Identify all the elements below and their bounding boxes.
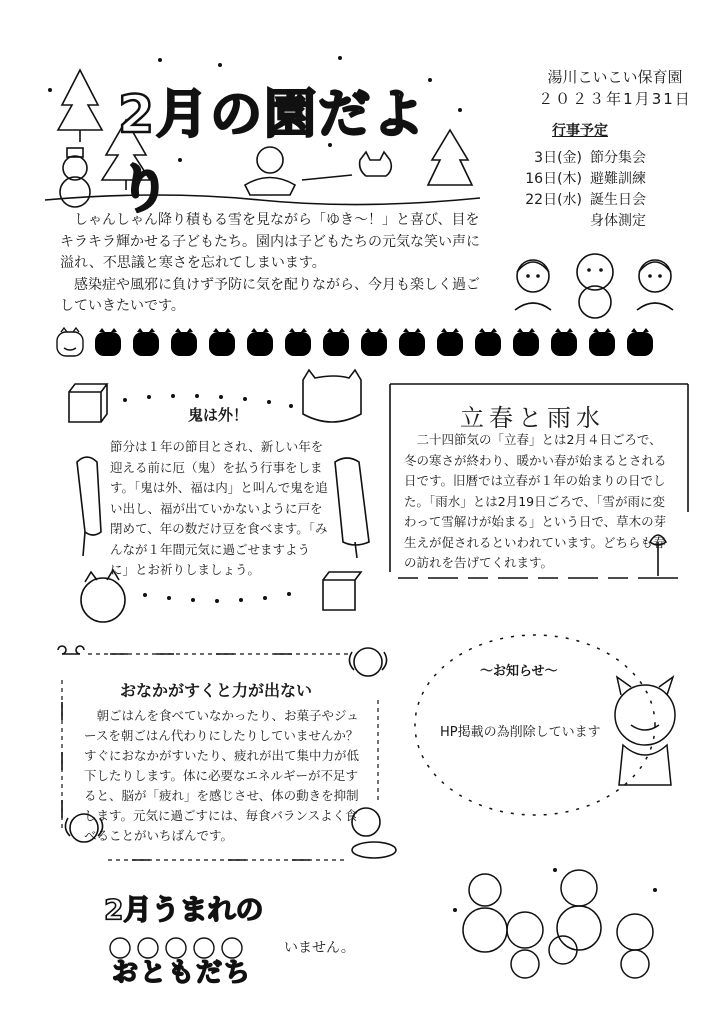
risshun-paragraph: 二十四節気の「立春」とは2月４日ごろで、冬の寒さが終わり、暖かい春が始まるとされる日です。旧暦では立春が１年の始まりの日でした。「雨水」とは2月19日ごろで、「雪が雨に変わって雪解けが始まる」という日で、草木の芽生えが促されるといわれています。どちらも春の訪れを告げてくれます。 bbox=[404, 432, 667, 570]
oni-face-icon bbox=[323, 328, 349, 356]
schedule-day bbox=[520, 211, 582, 232]
oni-face-icon bbox=[171, 328, 197, 356]
schedule-event: 身体測定 bbox=[590, 213, 646, 229]
risshun-title: 立春と雨水 bbox=[460, 404, 605, 432]
oni-face-icon bbox=[133, 328, 159, 356]
oni-face-icon bbox=[627, 328, 653, 356]
oni-face-icon bbox=[285, 328, 311, 356]
intro-paragraph: 感染症や風邪に負けず予防に気を配りながら、今月も楽しく過ごしていきたいです。 bbox=[60, 276, 480, 314]
birthday-none-text: いません。 bbox=[284, 940, 355, 956]
hunger-text bbox=[84, 706, 360, 846]
notice-title: 〜お知らせ〜 bbox=[480, 664, 558, 679]
schedule-row bbox=[520, 148, 646, 169]
schedule-title: 行事予定 bbox=[552, 123, 608, 139]
schedule-day: 22日(水) bbox=[525, 192, 582, 208]
issue-date: ２０２３年1月31日 bbox=[538, 90, 692, 108]
oni-face-icon bbox=[399, 328, 425, 356]
hunger-paragraph: 朝ごはんを食べていなかったり、お菓子やジュースを朝ごはん代わりにしたりしていませんか？ すぐにおなかがすいたり、疲れが出て集中力が低下したりします。体に必要なエネルギーが不足すると、脳が「疲れ」を感じさせ、体の動きを抑制します。元気に過ごすには、毎食バランスよく食べることがいちばんです。 bbox=[84, 708, 360, 843]
risshun-text bbox=[404, 430, 670, 574]
oni-face-icon bbox=[361, 328, 387, 356]
schedule-day: 3日(金) bbox=[534, 150, 582, 166]
oni-face-icon bbox=[437, 328, 463, 356]
schedule-list bbox=[520, 148, 646, 232]
schedule-row bbox=[520, 190, 646, 211]
snow-animals-illustration bbox=[445, 860, 665, 980]
oni-face-icon bbox=[589, 328, 615, 356]
oni-face-icon bbox=[209, 328, 235, 356]
setsubun-title: 鬼は外！ bbox=[188, 406, 249, 424]
schedule-day: 16日(木) bbox=[525, 171, 582, 187]
notice-text: HP掲載の為削除しています bbox=[440, 725, 601, 740]
oni-face-icon bbox=[475, 328, 501, 356]
oni-face-icon bbox=[95, 328, 121, 356]
birthday-label-bottom: おともだち bbox=[112, 958, 253, 988]
oni-face-icon bbox=[247, 328, 273, 356]
setsubun-paragraph: 節分は１年の節目とされ、新しい年を迎える前に厄（鬼）を払う行事をします。「鬼は外、福は内」と叫んで鬼を追い出し、福が出ていかないように戸を閉めて、年の数だけ豆を食べます。「みんなが１年間元気に過ごせますように」とお祈りしましょう。 bbox=[110, 439, 328, 577]
page-title: 2月の園だより bbox=[118, 85, 427, 220]
schedule-row bbox=[520, 169, 646, 190]
birthday-label-top: 2月うまれの bbox=[104, 893, 264, 926]
oni-face-icon bbox=[551, 328, 577, 356]
schedule-event: 誕生日会 bbox=[590, 192, 646, 208]
oni-face-border bbox=[55, 328, 655, 362]
title-banner bbox=[40, 50, 480, 220]
oni-face-icon bbox=[513, 328, 539, 356]
schedule-event: 節分集会 bbox=[590, 150, 646, 166]
setsubun-text bbox=[110, 437, 328, 581]
intro-text bbox=[60, 210, 480, 318]
school-name: 湯川こいこい保育園 bbox=[547, 68, 683, 86]
schedule-event: 避難訓練 bbox=[590, 171, 646, 187]
schedule-row bbox=[520, 211, 646, 232]
intro-paragraph: しゃんしゃん降り積もる雪を見ながら「ゆき〜！」と喜び、目をキラキラ輝かせる子どもたち。園内は子どもたちの元気な笑い声に溢れ、不思議と寒さを忘れてしまいます。 bbox=[60, 212, 480, 271]
hunger-title: おなかがすくと力が出ない bbox=[120, 681, 313, 700]
kids-snowman-illustration bbox=[505, 250, 685, 320]
